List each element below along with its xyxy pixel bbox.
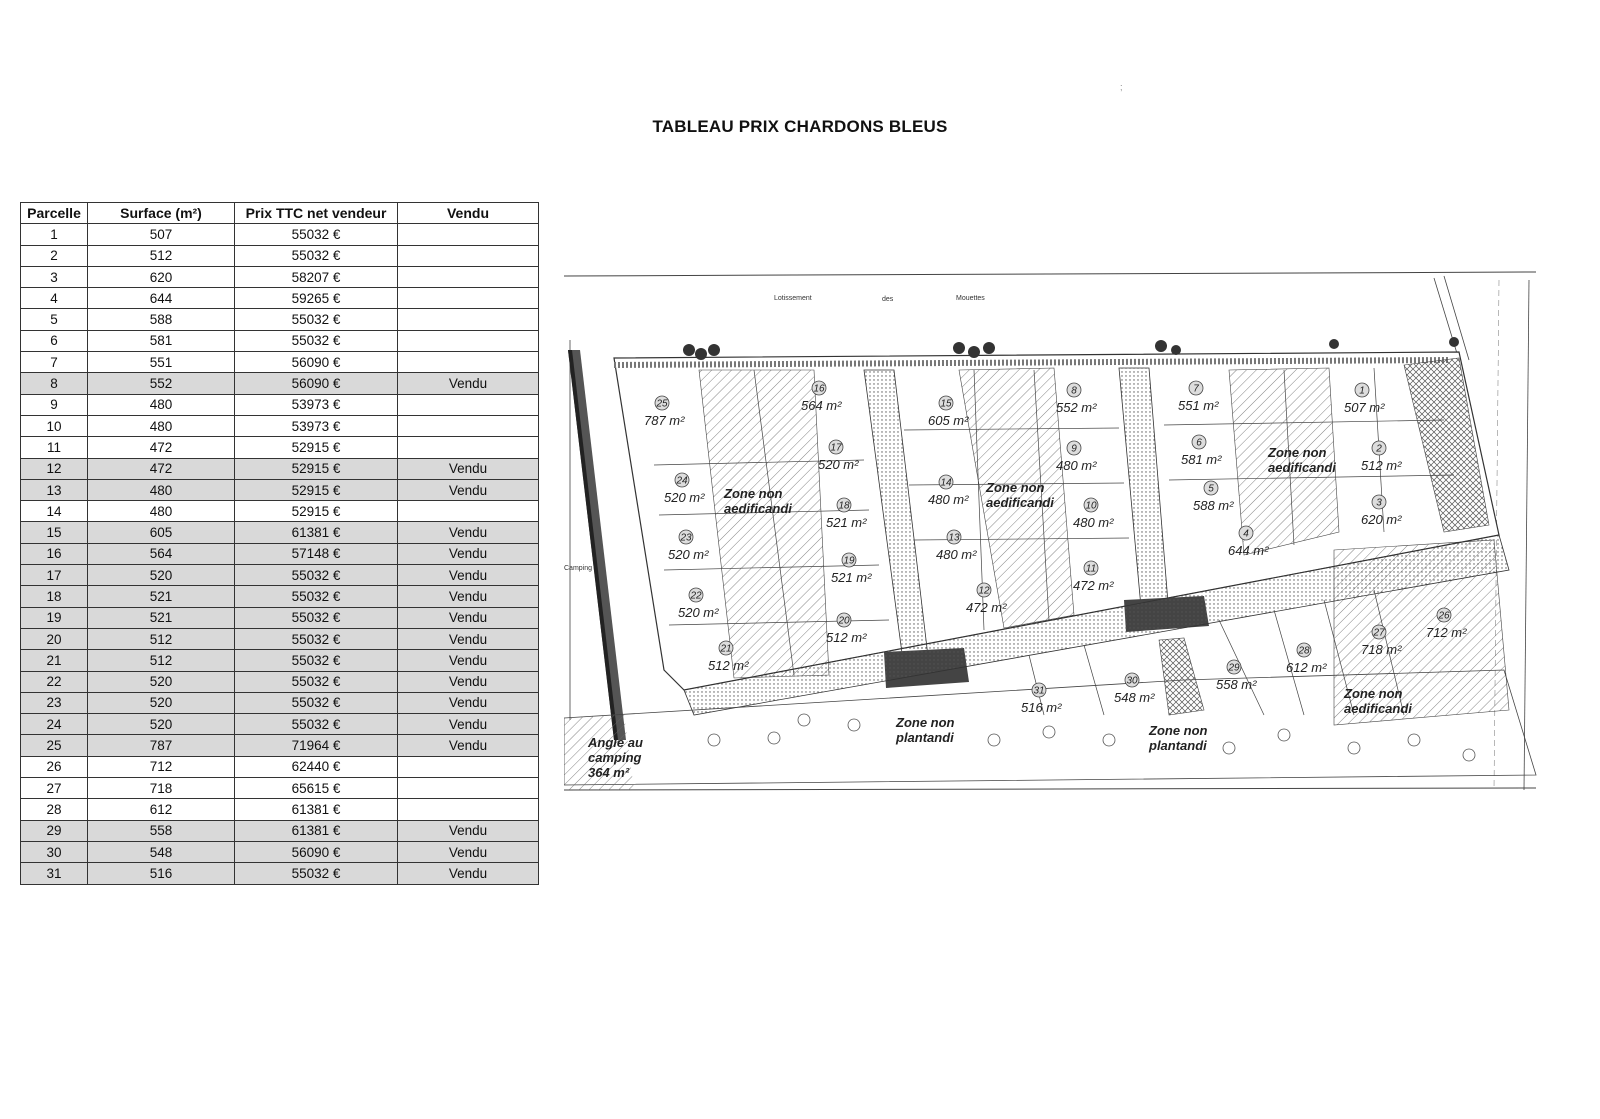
cell-vendu (398, 224, 539, 245)
table-row (21, 799, 539, 820)
table-row (21, 479, 539, 500)
table-row (21, 373, 539, 394)
cell-vendu (398, 245, 539, 266)
table-row (21, 671, 539, 692)
lot-number: 14 (940, 477, 952, 489)
zone-label-3b: aedificandi (1268, 460, 1336, 475)
lot-area: 588 m² (1193, 498, 1234, 513)
cell-surface: 520 (88, 565, 235, 586)
table-row (21, 245, 539, 266)
cell-prix: 52915 € (235, 479, 398, 500)
cell-parcelle: 9 (21, 394, 88, 415)
cell-vendu: Vendu (398, 543, 539, 564)
lot-area: 620 m² (1361, 512, 1402, 527)
header-surface: Surface (m²) (88, 203, 235, 224)
table-row (21, 224, 539, 245)
cell-parcelle: 2 (21, 245, 88, 266)
lot-area: 521 m² (831, 570, 872, 585)
zone-label-6a: Zone non (1149, 723, 1208, 738)
table-row (21, 437, 539, 458)
cell-surface: 558 (88, 820, 235, 841)
lot-area: 480 m² (928, 492, 969, 507)
table-row (21, 266, 539, 287)
zone-label-1a: Zone non (724, 486, 783, 501)
cell-parcelle: 20 (21, 628, 88, 649)
cell-prix: 65615 € (235, 778, 398, 799)
cell-parcelle: 17 (21, 565, 88, 586)
lot-number: 6 (1196, 437, 1202, 449)
cell-vendu: Vendu (398, 650, 539, 671)
lot-number: 3 (1376, 497, 1382, 509)
cell-surface: 712 (88, 756, 235, 777)
lot-area: 644 m² (1228, 543, 1269, 558)
table-row (21, 352, 539, 373)
table-row (21, 309, 539, 330)
lot-number: 29 (1228, 662, 1240, 674)
table-row (21, 415, 539, 436)
table-row (21, 841, 539, 862)
cell-prix: 55032 € (235, 607, 398, 628)
cell-vendu: Vendu (398, 628, 539, 649)
cell-prix: 61381 € (235, 522, 398, 543)
cell-surface: 480 (88, 479, 235, 500)
table-row (21, 628, 539, 649)
lot-area: 480 m² (1073, 515, 1114, 530)
table-row (21, 756, 539, 777)
lot-number: 4 (1243, 528, 1249, 540)
cell-vendu: Vendu (398, 692, 539, 713)
page-title: TABLEAU PRIX CHARDONS BLEUS (652, 117, 948, 136)
plan-top-label-1: Lotissement (774, 295, 812, 302)
zone-label-5b: plantandi (896, 730, 954, 745)
lot-area: 480 m² (1056, 458, 1097, 473)
lot-number: 10 (1085, 500, 1097, 512)
lot-area: 712 m² (1426, 625, 1467, 640)
cell-parcelle: 28 (21, 799, 88, 820)
cell-parcelle: 7 (21, 352, 88, 373)
table-row (21, 820, 539, 841)
site-plan-drawing (564, 270, 1546, 795)
cell-vendu: Vendu (398, 458, 539, 479)
header-prix: Prix TTC net vendeur (235, 203, 398, 224)
cell-prix: 58207 € (235, 266, 398, 287)
cell-surface: 612 (88, 799, 235, 820)
table-header-row (21, 203, 539, 224)
lot-area: 564 m² (801, 398, 842, 413)
lot-number: 25 (656, 398, 668, 410)
lot-area: 520 m² (818, 457, 859, 472)
cell-prix: 55032 € (235, 692, 398, 713)
table-row (21, 692, 539, 713)
cell-parcelle: 4 (21, 288, 88, 309)
cell-vendu (398, 778, 539, 799)
cell-parcelle: 31 (21, 863, 88, 884)
cell-vendu (398, 288, 539, 309)
lot-number: 28 (1298, 645, 1310, 657)
cell-prix: 55032 € (235, 309, 398, 330)
lot-area: 612 m² (1286, 660, 1327, 675)
lot-area: 520 m² (678, 605, 719, 620)
cell-vendu: Vendu (398, 820, 539, 841)
cell-prix: 55032 € (235, 671, 398, 692)
cell-parcelle: 13 (21, 479, 88, 500)
lot-number: 18 (838, 500, 850, 512)
cell-vendu: Vendu (398, 565, 539, 586)
zone-label-5a: Zone non (896, 715, 955, 730)
lot-number: 16 (813, 383, 825, 395)
cell-surface: 644 (88, 288, 235, 309)
lot-number: 24 (676, 475, 688, 487)
table-row (21, 330, 539, 351)
cell-prix: 59265 € (235, 288, 398, 309)
cell-prix: 55032 € (235, 330, 398, 351)
cell-prix: 55032 € (235, 650, 398, 671)
zone-label-2a: Zone non (986, 480, 1045, 495)
cell-vendu (398, 330, 539, 351)
zone-label-2b: aedificandi (986, 495, 1054, 510)
lot-number: 7 (1193, 383, 1199, 395)
lot-area: 605 m² (928, 413, 969, 428)
cell-surface: 548 (88, 841, 235, 862)
cell-parcelle: 27 (21, 778, 88, 799)
cell-parcelle: 25 (21, 735, 88, 756)
cell-prix: 61381 € (235, 799, 398, 820)
table-row (21, 522, 539, 543)
cell-prix: 55032 € (235, 245, 398, 266)
plan-top-label-2: des (882, 296, 894, 303)
cell-surface: 521 (88, 607, 235, 628)
cell-vendu (398, 352, 539, 373)
table-row (21, 863, 539, 884)
header-vendu: Vendu (398, 203, 539, 224)
lot-number: 15 (940, 398, 952, 410)
cell-surface: 787 (88, 735, 235, 756)
cell-vendu: Vendu (398, 671, 539, 692)
cell-vendu (398, 799, 539, 820)
cell-parcelle: 11 (21, 437, 88, 458)
cell-prix: 55032 € (235, 628, 398, 649)
zone-label-6b: plantandi (1149, 738, 1207, 753)
lot-number: 2 (1376, 443, 1382, 455)
lot-area: 516 m² (1021, 700, 1062, 715)
lot-area: 472 m² (1073, 578, 1114, 593)
lot-number: 21 (720, 643, 732, 655)
lot-area: 520 m² (664, 490, 705, 505)
scan-mark: ; (1120, 82, 1123, 92)
cell-parcelle: 8 (21, 373, 88, 394)
lot-number: 12 (978, 585, 990, 597)
lot-area: 548 m² (1114, 690, 1155, 705)
cell-vendu: Vendu (398, 863, 539, 884)
zone-label-3a: Zone non (1268, 445, 1327, 460)
lot-number: 5 (1208, 483, 1214, 495)
cell-prix: 53973 € (235, 394, 398, 415)
cell-prix: 52915 € (235, 458, 398, 479)
cell-prix: 52915 € (235, 437, 398, 458)
lot-number: 17 (830, 442, 842, 454)
lot-area: 581 m² (1181, 452, 1222, 467)
cell-vendu (398, 756, 539, 777)
table-row (21, 394, 539, 415)
cell-vendu (398, 437, 539, 458)
cell-surface: 512 (88, 245, 235, 266)
cell-vendu: Vendu (398, 607, 539, 628)
cell-vendu: Vendu (398, 522, 539, 543)
cell-prix: 55032 € (235, 714, 398, 735)
lot-area: 507 m² (1344, 400, 1385, 415)
lot-area: 552 m² (1056, 400, 1097, 415)
lot-area: 480 m² (936, 547, 977, 562)
cell-prix: 52915 € (235, 501, 398, 522)
cell-parcelle: 1 (21, 224, 88, 245)
lot-number: 11 (1085, 563, 1097, 575)
cell-prix: 55032 € (235, 224, 398, 245)
cell-vendu: Vendu (398, 841, 539, 862)
cell-parcelle: 21 (21, 650, 88, 671)
angle-label-2: camping (588, 750, 642, 765)
cell-prix: 53973 € (235, 415, 398, 436)
lot-number: 8 (1071, 385, 1077, 397)
plan-top-label-3: Mouettes (956, 295, 985, 302)
cell-surface: 521 (88, 586, 235, 607)
lot-number: 26 (1438, 610, 1450, 622)
cell-prix: 55032 € (235, 565, 398, 586)
cell-parcelle: 24 (21, 714, 88, 735)
cell-surface: 520 (88, 671, 235, 692)
cell-parcelle: 26 (21, 756, 88, 777)
lot-number: 13 (948, 532, 960, 544)
cell-parcelle: 29 (21, 820, 88, 841)
cell-parcelle: 19 (21, 607, 88, 628)
cell-surface: 605 (88, 522, 235, 543)
lot-area: 512 m² (1361, 458, 1402, 473)
cell-surface: 552 (88, 373, 235, 394)
zone-label-1b: aedificandi (724, 501, 792, 516)
cell-surface: 520 (88, 714, 235, 735)
cell-surface: 520 (88, 692, 235, 713)
lot-number: 30 (1126, 675, 1138, 687)
table-row (21, 735, 539, 756)
cell-surface: 512 (88, 628, 235, 649)
cell-prix: 55032 € (235, 863, 398, 884)
lot-number: 19 (843, 555, 855, 567)
cell-parcelle: 16 (21, 543, 88, 564)
cell-vendu (398, 266, 539, 287)
plan-side-label: Camping (564, 565, 593, 572)
zone-label-4b: aedificandi (1344, 701, 1412, 716)
lot-area: 551 m² (1178, 398, 1219, 413)
cell-vendu: Vendu (398, 479, 539, 500)
table-row (21, 714, 539, 735)
angle-label-3: 364 m² (588, 765, 630, 780)
lot-number: 22 (690, 590, 702, 602)
cell-parcelle: 23 (21, 692, 88, 713)
table-row (21, 778, 539, 799)
angle-label-1: Angle au (588, 735, 643, 750)
lot-number: 27 (1373, 627, 1385, 639)
cell-prix: 61381 € (235, 820, 398, 841)
cell-parcelle: 3 (21, 266, 88, 287)
cell-parcelle: 10 (21, 415, 88, 436)
cell-surface: 551 (88, 352, 235, 373)
cell-surface: 581 (88, 330, 235, 351)
cell-vendu (398, 415, 539, 436)
zone-label-4a: Zone non (1344, 686, 1403, 701)
lot-number: 9 (1071, 443, 1077, 455)
cell-parcelle: 14 (21, 501, 88, 522)
cell-vendu (398, 394, 539, 415)
table-row (21, 586, 539, 607)
cell-parcelle: 15 (21, 522, 88, 543)
cell-prix: 57148 € (235, 543, 398, 564)
cell-vendu (398, 309, 539, 330)
cell-surface: 516 (88, 863, 235, 884)
cell-surface: 507 (88, 224, 235, 245)
cell-vendu: Vendu (398, 735, 539, 756)
cell-vendu (398, 501, 539, 522)
cell-surface: 472 (88, 458, 235, 479)
lot-area: 787 m² (644, 413, 685, 428)
cell-prix: 71964 € (235, 735, 398, 756)
cell-surface: 564 (88, 543, 235, 564)
cell-prix: 56090 € (235, 352, 398, 373)
cell-surface: 472 (88, 437, 235, 458)
cell-prix: 56090 € (235, 841, 398, 862)
cell-parcelle: 30 (21, 841, 88, 862)
table-row (21, 607, 539, 628)
table-row (21, 288, 539, 309)
cell-parcelle: 22 (21, 671, 88, 692)
table-row (21, 543, 539, 564)
cell-parcelle: 5 (21, 309, 88, 330)
cell-parcelle: 12 (21, 458, 88, 479)
cell-vendu: Vendu (398, 373, 539, 394)
cell-surface: 588 (88, 309, 235, 330)
lot-area: 558 m² (1216, 677, 1257, 692)
cell-prix: 55032 € (235, 586, 398, 607)
cell-vendu: Vendu (398, 586, 539, 607)
lot-area: 472 m² (966, 600, 1007, 615)
price-table (20, 202, 539, 885)
header-parcelle: Parcelle (21, 203, 88, 224)
cell-vendu: Vendu (398, 714, 539, 735)
table-row (21, 458, 539, 479)
lot-area: 521 m² (826, 515, 867, 530)
table-row (21, 565, 539, 586)
lot-area: 718 m² (1361, 642, 1402, 657)
lot-number: 31 (1033, 685, 1045, 697)
table-row (21, 650, 539, 671)
lot-number: 23 (680, 532, 692, 544)
lot-number: 20 (838, 615, 850, 627)
cell-prix: 62440 € (235, 756, 398, 777)
cell-surface: 480 (88, 501, 235, 522)
cell-prix: 56090 € (235, 373, 398, 394)
lot-area: 512 m² (826, 630, 867, 645)
cell-surface: 480 (88, 394, 235, 415)
cell-parcelle: 18 (21, 586, 88, 607)
cell-parcelle: 6 (21, 330, 88, 351)
cell-surface: 718 (88, 778, 235, 799)
lot-area: 520 m² (668, 547, 709, 562)
cell-surface: 480 (88, 415, 235, 436)
cell-surface: 512 (88, 650, 235, 671)
table-row (21, 501, 539, 522)
lot-number: 1 (1359, 385, 1365, 397)
site-plan (564, 270, 1546, 795)
lot-area: 512 m² (708, 658, 749, 673)
cell-surface: 620 (88, 266, 235, 287)
